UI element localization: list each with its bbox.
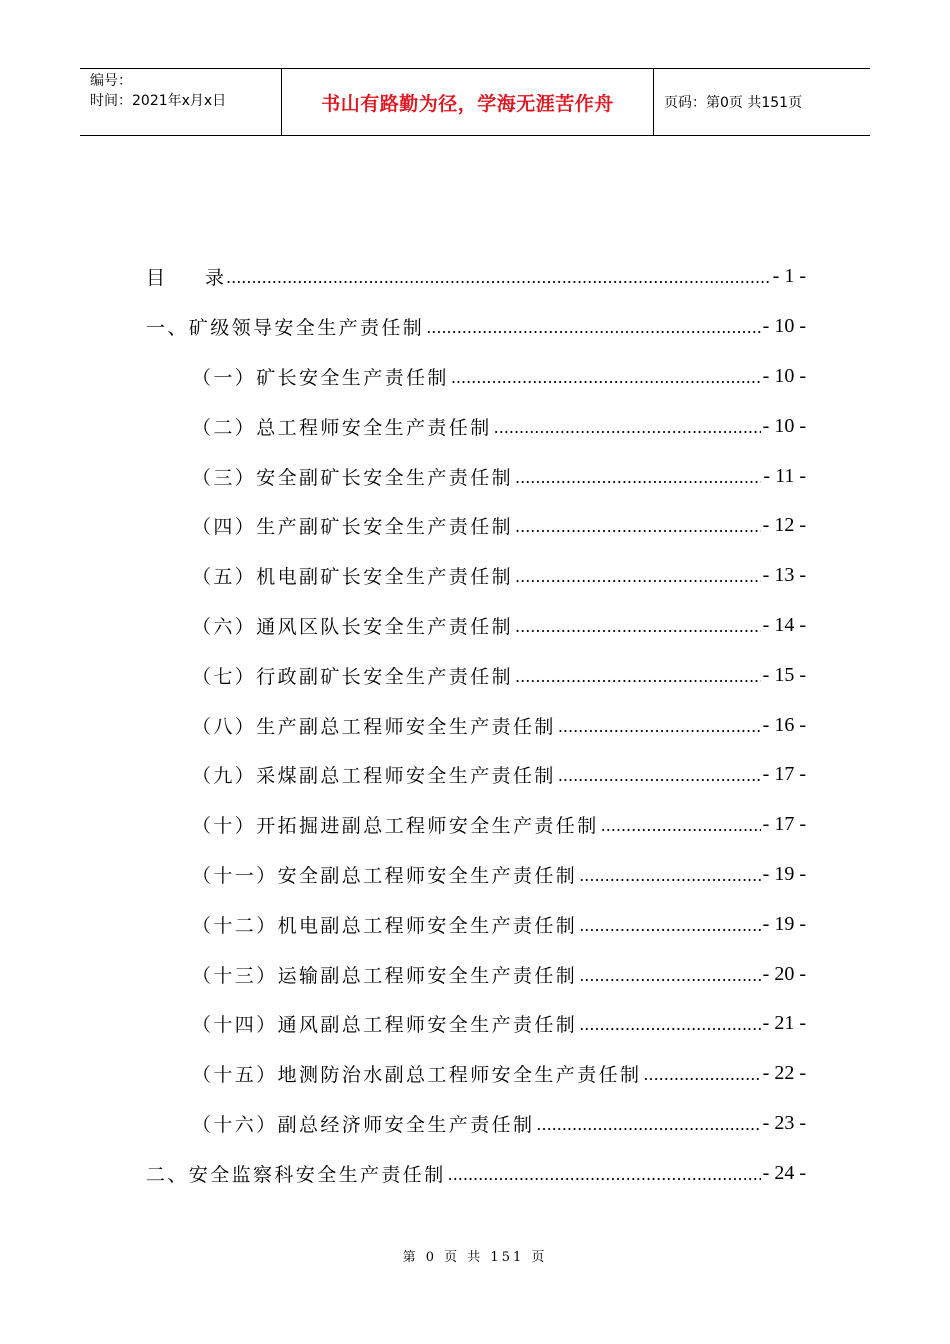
toc-page-number: - 17 -: [762, 763, 806, 786]
toc-leader: [601, 816, 761, 835]
toc-leader: [426, 318, 760, 337]
time-label: 时间：2021年x月x日: [90, 93, 227, 109]
toc-row-mulu[interactable]: [146, 252, 806, 302]
toc-row[interactable]: [146, 850, 806, 900]
toc-title: （一）矿长安全生产责任制: [192, 366, 449, 389]
toc-row[interactable]: [146, 650, 806, 700]
toc-title: 一、矿级领导安全生产责任制: [146, 317, 425, 340]
toc-title: （八）生产副总工程师安全生产责任制: [192, 715, 556, 738]
toc-title: （十）开拓掘进副总工程师安全生产责任制: [192, 815, 599, 838]
toc-title: 二、安全监察科安全生产责任制: [146, 1163, 446, 1186]
toc-leader: [226, 268, 771, 287]
toc-page-number: - 13 -: [762, 564, 806, 587]
toc-title: （十二）机电副总工程师安全生产责任制: [192, 914, 578, 937]
toc-row[interactable]: [146, 551, 806, 601]
toc-leader: [515, 517, 761, 536]
toc-title: （四）生产副矿长安全生产责任制: [192, 516, 514, 539]
header-motto: 书山有路勤为径，学海无涯苦作舟: [282, 69, 654, 135]
toc-leader: [558, 766, 761, 785]
toc-title: （二）总工程师安全生产责任制: [192, 416, 492, 439]
page-footer: 第 0 页 共 151 页: [402, 1250, 548, 1265]
toc-row[interactable]: [146, 999, 806, 1049]
toc-leader: [579, 866, 760, 885]
toc-leader: [536, 1115, 760, 1134]
toc-leader: [515, 617, 761, 636]
toc-page-number: - 10 -: [762, 315, 806, 338]
toc-title: （七）行政副矿长安全生产责任制: [192, 665, 514, 688]
toc-page-number: - 22 -: [762, 1062, 806, 1085]
toc-title: （十四）通风副总工程师安全生产责任制: [192, 1014, 578, 1037]
code-label: 编号：: [90, 73, 132, 89]
toc-row[interactable]: [146, 1099, 806, 1149]
toc-leader: [515, 667, 761, 686]
toc-title: （十六）副总经济师安全生产责任制: [192, 1113, 535, 1136]
toc-leader: [579, 916, 760, 935]
toc-page-number: - 1 -: [772, 265, 806, 288]
toc-title: （三）安全副矿长安全生产责任制: [192, 466, 514, 489]
toc-page-number: - 14 -: [762, 613, 806, 636]
table-of-contents: [146, 252, 806, 1198]
toc-leader: [579, 966, 760, 985]
toc-page-number: - 20 -: [762, 962, 806, 985]
toc-page-number: - 24 -: [762, 1161, 806, 1184]
toc-leader: [448, 1165, 761, 1184]
toc-title: （十一）安全副总工程师安全生产责任制: [192, 864, 578, 887]
toc-leader: [451, 368, 761, 387]
toc-row[interactable]: [146, 949, 806, 999]
toc-title: （六）通风区队长安全生产责任制: [192, 615, 514, 638]
toc-page-number: - 10 -: [762, 414, 806, 437]
toc-row[interactable]: [146, 352, 806, 402]
header-meta: [80, 69, 282, 135]
toc-title: （九）采煤副总工程师安全生产责任制: [192, 765, 556, 788]
toc-page-number: - 11 -: [763, 464, 806, 487]
toc-row[interactable]: [146, 899, 806, 949]
toc-row[interactable]: [146, 401, 806, 451]
toc-leader: [643, 1065, 760, 1084]
toc-row[interactable]: [146, 601, 806, 651]
toc-leader: [558, 717, 761, 736]
toc-row[interactable]: [146, 302, 806, 352]
toc-row[interactable]: [146, 1049, 806, 1099]
toc-page-number: - 19 -: [762, 862, 806, 885]
toc-page-number: - 23 -: [762, 1111, 806, 1134]
toc-page-number: - 21 -: [762, 1012, 806, 1035]
toc-items: [146, 302, 806, 1198]
toc-page-number: - 12 -: [762, 514, 806, 537]
toc-row[interactable]: [146, 1148, 806, 1198]
toc-page-number: - 10 -: [762, 364, 806, 387]
toc-page-number: - 19 -: [762, 912, 806, 935]
page-header: [80, 68, 870, 136]
toc-row[interactable]: [146, 700, 806, 750]
toc-row[interactable]: [146, 800, 806, 850]
toc-leader: [515, 567, 761, 586]
toc-title: （五）机电副矿长安全生产责任制: [192, 566, 514, 589]
toc-row[interactable]: [146, 501, 806, 551]
toc-leader: [494, 418, 761, 437]
toc-title-mulu: 目 录: [146, 267, 225, 290]
toc-page-number: - 15 -: [762, 663, 806, 686]
toc-row[interactable]: [146, 451, 806, 501]
toc-page-number: - 16 -: [762, 713, 806, 736]
toc-row[interactable]: [146, 750, 806, 800]
header-page-info: 页码：第0页 共151页: [664, 95, 803, 111]
toc-title: （十五）地测防治水副总工程师安全生产责任制: [192, 1064, 642, 1087]
toc-leader: [515, 468, 761, 487]
toc-title: （十三）运输副总工程师安全生产责任制: [192, 964, 578, 987]
toc-page-number: - 17 -: [762, 813, 806, 836]
toc-leader: [579, 1015, 760, 1034]
